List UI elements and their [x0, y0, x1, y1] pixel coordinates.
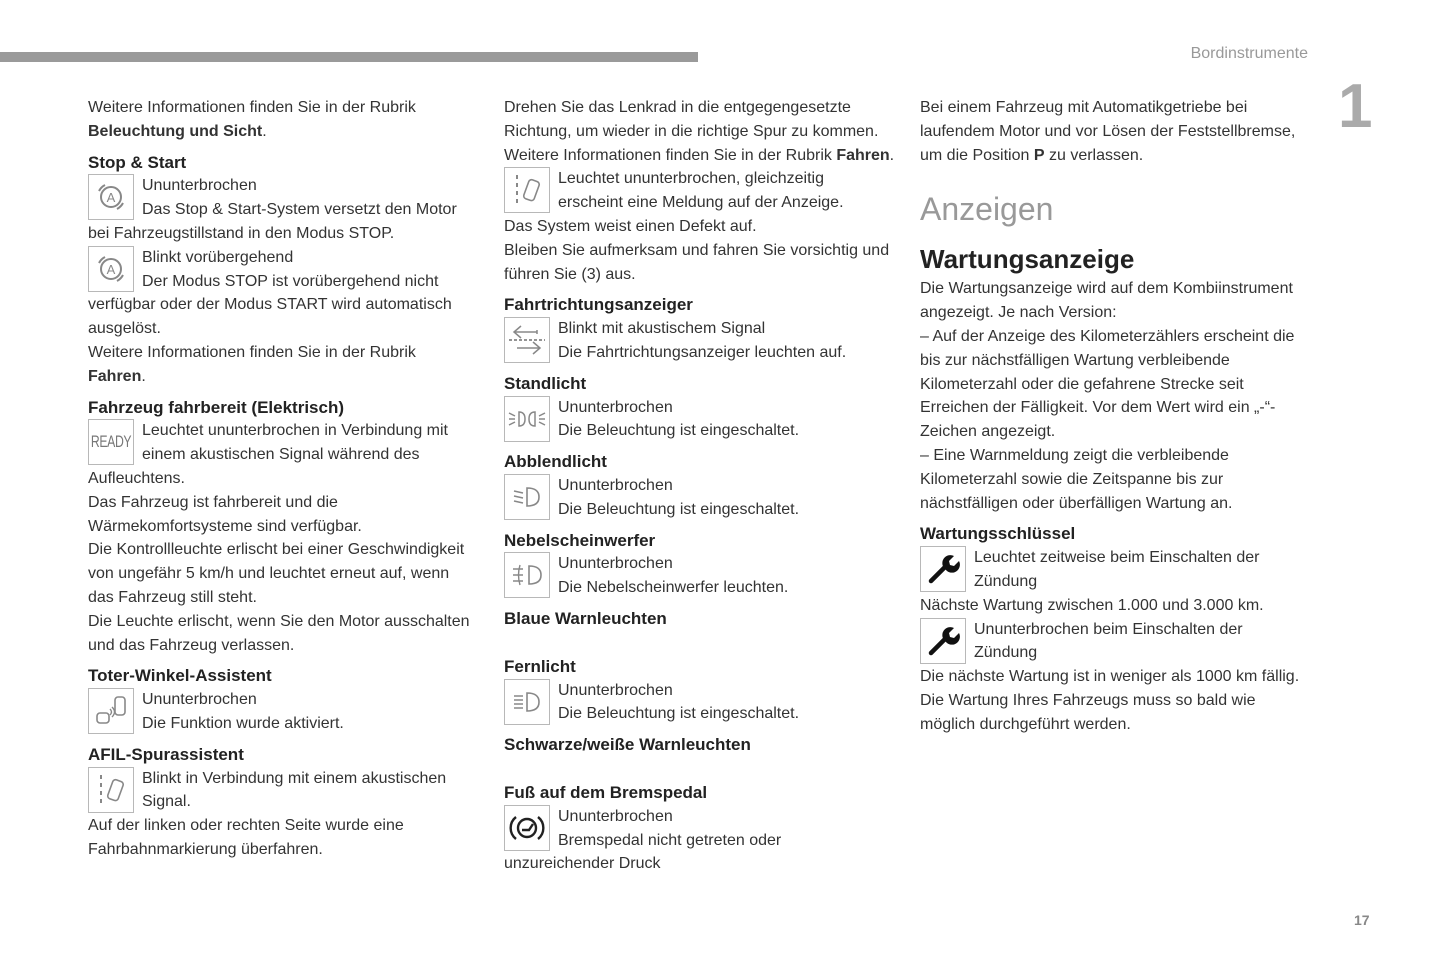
blindspot-heading: Toter-Winkel-Assistent [88, 666, 272, 686]
chapter-number: 1 [1338, 72, 1373, 141]
fog-heading: Nebelscheinwerfer [504, 530, 656, 550]
lane-assist-icon [88, 767, 134, 813]
intro-paragraph: Weitere Informationen finden Sie in der Rubrik Beleuchtung und Sicht. [88, 99, 416, 140]
blue-lights-heading: Blaue Warnleuchten [504, 608, 667, 628]
lane-assist-fault-icon [504, 167, 550, 213]
stop-start-item-blinking: A Blinkt vorübergehend Der Modus STOP ist vorübergehend nicht [88, 246, 473, 294]
stop-start-icon [88, 174, 134, 220]
ready-heading: Fahrzeug fahrbereit (Elektrisch) [88, 397, 345, 417]
column-right: Bei einem Fahrzeug mit Automatikgetriebe bei laufendem Motor und vor Lösen der Feststellbremse, um die Position P zu verlassen. Anzeigen Wartungsanzeige Die Wartungsanzeige wird auf dem Kombiinstrument angezeigt. Je nach Version: – Auf der Anzeige des Kilometerzählers erscheint die bis zur nächstfälligen Wartung verbleibende Kilometerzahl oder die gefahrene Strecke seit Erreichen der Fälligkeit. Vor dem Wert wird ein „-“-Zeichen angezeigt. – Eine Warnmeldung zeigt die verbleibende Kilometerzahl sowie die Zeitspanne bis zur nächstfälligen oder überfälligen Wartung an. Wartungsschlüssel Leuchtet zeitweise beim Einschalten der Zündung Nächste Wartung zwischen 1.000 und 3.000 km. Ununterbrochen beim Einschalten der Zündung Die nächste Wartung ist in weniger als 1000 km fällig. Die Wartung Ihres Fahrzeugs muss so bald wie möglich durchgeführt werden. [920, 96, 1315, 737]
fog-item: Ununterbrochen Die Nebelscheinwerfer leuchten. [504, 552, 899, 600]
blind-spot-icon [88, 688, 134, 734]
stop-start-item-steady: A Ununterbrochen Das Stop & Start-System versetzt den Motor [88, 174, 473, 222]
automatic-gearbox-paragraph: Bei einem Fahrzeug mit Automatikgetriebe bei laufendem Motor und vor Lösen der Feststellbremse, um die Position P zu verlassen. [920, 99, 1296, 164]
turn-item: Blinkt mit akustischem Signal Die Fahrtrichtungsanzeiger leuchten auf. [504, 317, 899, 365]
ready-icon: READY [88, 419, 134, 465]
wrench-icon [920, 618, 966, 664]
stop-start-icon [88, 246, 134, 292]
svg-text:A: A [106, 190, 116, 206]
header-bar [0, 52, 698, 62]
service-indicator-heading: Wartungsanzeige [920, 244, 1135, 275]
brake-pedal-icon [504, 805, 550, 851]
service-key-item-2: Ununterbrochen beim Einschalten der Zündung [920, 618, 1315, 666]
svg-text:A: A [106, 261, 116, 277]
column-middle: Drehen Sie das Lenkrad in die entgegengesetzte Richtung, um wieder in die richtige Spur zu kommen. Weitere Informationen finden Sie in der Rubrik Fahren. Leuchtet ununterbrochen, gleichzeitig erscheint eine Meldung auf der Anzeige. Das System weist einen Defekt auf. Bleiben Sie aufmerksam und fahren Sie vorsichtig und führen Sie (3) aus. Fahrtrichtungsanzeiger Blinkt mit akustischem Signal Die Fahrtrichtungsanzeiger leuchten auf. Standlicht Ununterbrochen Die Beleuchtung ist eingeschaltet. Abblendlicht Ununterbrochen Die Beleuchtung ist eingeschaltet. Nebelscheinwerfer Ununterbrochen Die Nebelscheinwerfer leuchten. Blaue Warnleuchten Fernlicht Ununterbrochen Die Beleuchtung ist eingeschaltet. Schwarze/weiße Warnleuchten Fuß auf dem Bremspedal Ununterbrochen Bremspedal nicht getreten oder unzureichender Druck [504, 96, 899, 876]
dipped-item: Ununterbrochen Die Beleuchtung ist eingeschaltet. [504, 474, 899, 522]
fog-light-icon [504, 552, 550, 598]
stop-start-heading: Stop & Start [88, 152, 187, 172]
afil-heading: AFIL-Spurassistent [88, 744, 244, 764]
ready-item: READY Leuchtet ununterbrochen in Verbindung mit einem akustischen Signal während des [88, 419, 473, 467]
lane-assist-fault-item: Leuchtet ununterbrochen, gleichzeitig erscheint eine Meldung auf der Anzeige. [504, 167, 899, 215]
main-beam-icon [504, 679, 550, 725]
blindspot-item: Ununterbrochen Die Funktion wurde aktiviert. [88, 688, 473, 736]
parking-heading: Standlicht [504, 373, 587, 393]
more-info-fahren: Weitere Informationen finden Sie in der Rubrik Fahren. [88, 343, 416, 385]
anzeigen-heading: Anzeigen [920, 191, 1054, 228]
turn-heading: Fahrtrichtungsanzeiger [504, 295, 693, 315]
turn-signal-icon [504, 317, 550, 363]
page-number: 17 [1354, 912, 1370, 928]
section-title: Bordinstrumente [1190, 45, 1308, 62]
service-key-item-1: Leuchtet zeitweise beim Einschalten der Zündung [920, 546, 1315, 594]
brake-item: Ununterbrochen Bremspedal nicht getreten oder [504, 805, 899, 853]
wrench-icon [920, 546, 966, 592]
column-left: Weitere Informationen finden Sie in der Rubrik Beleuchtung und Sicht. Stop & Start A Ununterbrochen Das Stop & Start-System versetzt den Motor bei Fahrzeugstillstand in den Modus STOP. A Blinkt vorübergehend Der Modus STOP ist vorübergehend nicht verfügbar oder der Modus START wird automatisch ausgelöst. Weitere Informationen finden Sie in der Rubrik Fahren. Fahrzeug fahrbereit (Elektrisch) READY Leuchtet ununterbrochen in Verbindung mit einem akustischen Signal während des Aufleuchtens. Das Fahrzeug ist fahrbereit und die Wärmekomfortsysteme sind verfügbar. Die Kontrollleuchte erlischt bei einer Geschwindigkeit von ungefähr 5 km/h und leuchtet erneut auf, wenn das Fahrzeug still steht. Die Leuchte erlischt, wenn Sie den Motor ausschalten und das Fahrzeug verlassen. Toter-Winkel-Assistent Ununterbrochen Die Funktion wurde aktiviert. AFIL-Spurassistent Blinkt in Verbindung mit einem akustischen Signal. Auf der linken oder rechten Seite wurde eine Fahrbahnmarkierung überfahren. [88, 96, 473, 862]
brake-heading: Fuß auf dem Bremspedal [504, 782, 708, 802]
dipped-heading: Abblendlicht [504, 452, 607, 472]
side-lights-icon [504, 396, 550, 442]
parking-item: Ununterbrochen Die Beleuchtung ist eingeschaltet. [504, 396, 899, 444]
main-beam-heading: Fernlicht [504, 656, 576, 676]
black-white-lights-heading: Schwarze/weiße Warnleuchten [504, 735, 751, 755]
afil-item: Blinkt in Verbindung mit einem akustischen Signal. [88, 767, 473, 815]
dipped-beam-icon [504, 474, 550, 520]
main-beam-item: Ununterbrochen Die Beleuchtung ist eingeschaltet. [504, 679, 899, 727]
service-key-heading: Wartungsschlüssel [920, 524, 1076, 544]
more-info-fahren-2: Weitere Informationen finden Sie in der Rubrik Fahren. [504, 146, 895, 164]
